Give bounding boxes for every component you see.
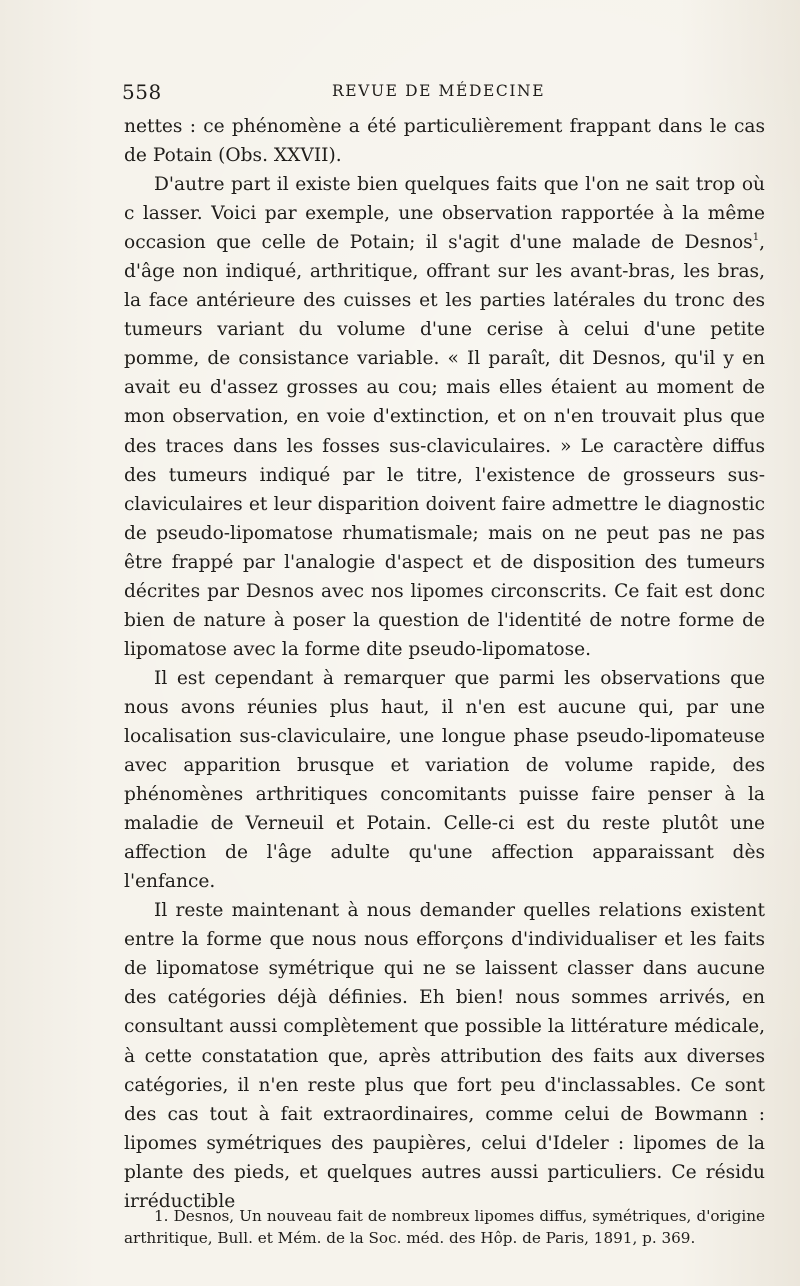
running-head: REVUE DE MÉDECINE bbox=[332, 82, 546, 100]
paragraph-2 bbox=[124, 170, 765, 664]
paragraph-3: Il est cependant à remarquer que parmi les observations que nous avons réunies plus haut, il n'en est aucune qui, par une localisation sus-claviculaire, une longue phase pseudo-lipomateuse avec apparition brusque et variation de volume rapide, des phénomènes arthritiques concomitants puisse faire penser à la maladie de Verneuil et Potain. Celle-ci est du reste plutôt une affection de l'âge adulte qu'une affection apparaissant dès l'enfance. bbox=[124, 667, 765, 893]
page-number: 558 bbox=[122, 80, 162, 104]
paragraph-1: nettes : ce phénomène a été particulièrement frappant dans le cas de Potain (Obs. XXVII). bbox=[124, 116, 765, 167]
paragraph-4: Il reste maintenant à nous demander quelles relations existent entre la forme que nous nous efforçons d'individualiser et les faits de lipomatose symétrique qui ne se laissent classer dans aucune des catégories déjà définies. Eh bien! nous sommes arrivés, en consultant aussi complètement que possible la littérature médicale, à cette constatation que, après attribution des faits aux diverses catégories, il n'en reste plus que fort peu d'inclassables. Ce sont des cas tout à fait extraordinaires, comme celui de Bowmann : lipomes symétriques des paupières, celui d'Ideler : lipomes de la plante des pieds, et quelques autres aussi particuliers. Ce résidu irréductible bbox=[124, 900, 765, 1212]
page-header bbox=[122, 80, 762, 110]
body-text bbox=[124, 112, 765, 1216]
footnote-reference: 1 bbox=[752, 232, 760, 244]
paragraph-2-part-b: , d'âge non indiqué, arthritique, offrant sur les avant-bras, les bras, la face antérieure des cuisses et les parties latérales du tronc des tumeurs variant du volume d'une cerise à celui d'une petite pomme, de consistance variable. « Il paraît, dit Desnos, qu'il y en avait eu d'assez grosses au cou; mais elles étaient au moment de mon observation, en voie d'extinction, et on n'en trouvait plus que des traces dans les fosses sus-claviculaires. » Le caractère diffus des tumeurs indiqué par le titre, l'existence de grosseurs sus-claviculaires et leur disparition doivent faire admettre le diagnostic de pseudo-lipomatose rhumatismale; mais on ne peut pas ne pas être frappé par l'analogie d'aspect et de disposition des tumeurs décrites par Desnos avec nos lipomes circonscrits. Ce fait est donc bien de nature à poser la question de l'identité de notre forme de lipomatose avec la forme dite pseudo-lipomatose. bbox=[124, 232, 765, 660]
footnote: 1. Desnos, Un nouveau fait de nombreux lipomes diffus, symétriques, d'origine arthritique, Bull. et Mém. de la Soc. méd. des Hôp. de Paris, 1891, p. 369. bbox=[124, 1207, 765, 1247]
paragraph-2-part-a: D'autre part il existe bien quelques faits que l'on ne sait trop où c lasser. Voici par exemple, une observation rapportée à la même occasion que celle de Potain; il s'agit d'une malade de Desnos bbox=[124, 174, 765, 254]
